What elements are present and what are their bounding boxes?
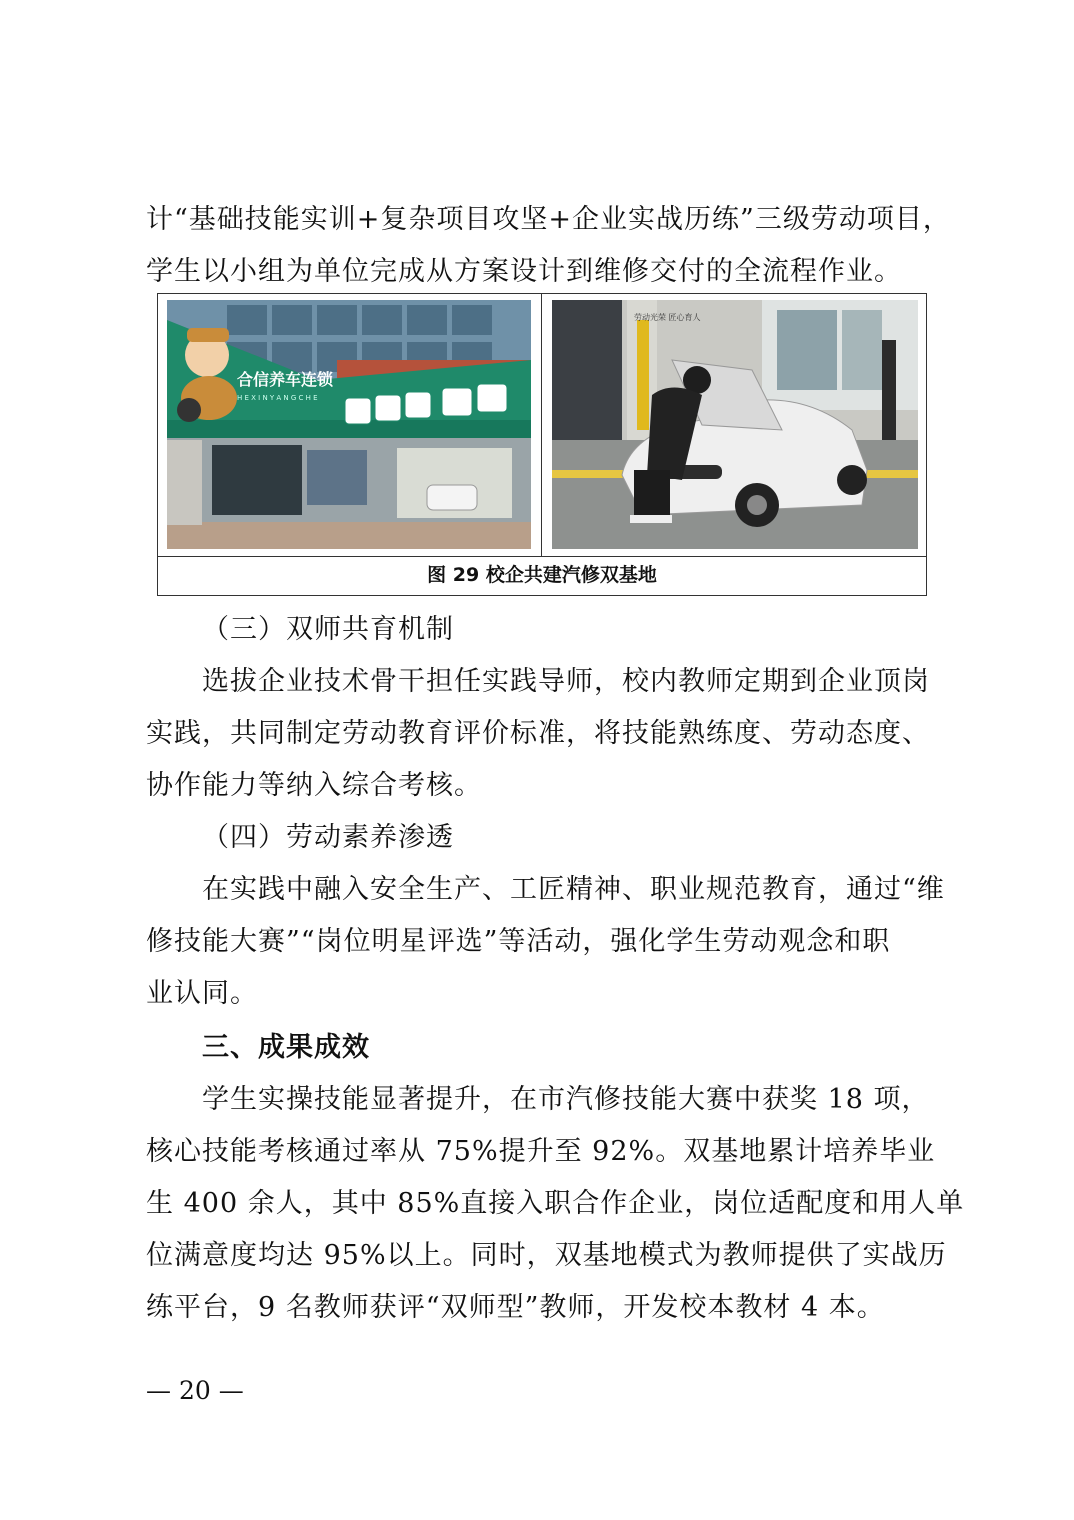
paragraph-line: 协作能力等纳入综合考核。 — [146, 770, 482, 801]
figure-29 — [157, 293, 927, 596]
paragraph-line: 实践，共同制定劳动教育评价标准，将技能熟练度、劳动态度、 — [146, 718, 930, 749]
caption-divider — [158, 556, 926, 557]
paragraph-line: 选拔企业技术骨干担任实践导师，校内教师定期到企业顶岗 — [202, 666, 930, 697]
paragraph-line: 练平台，9 名教师获评“双师型”教师，开发校本教材 4 本。 — [146, 1292, 885, 1323]
repair-photo — [552, 300, 918, 549]
figure-caption: 图 29 校企共建汽修双基地 — [427, 564, 657, 586]
paragraph-line: 生 400 余人，其中 85%直接入职合作企业，岗位适配度和用人单 — [146, 1188, 965, 1219]
section-heading: （三）双师共育机制 — [202, 614, 454, 645]
paragraph-line: 业认同。 — [146, 978, 258, 1009]
storefront-photo — [167, 300, 531, 549]
paragraph-line: 学生以小组为单位完成从方案设计到维修交付的全流程作业。 — [146, 256, 902, 287]
paragraph-line: 修技能大赛”“岗位明星评选”等活动，强化学生劳动观念和职 — [146, 926, 891, 957]
section-heading: 三、成果成效 — [202, 1032, 370, 1063]
paragraph-line: 计“基础技能实训+复杂项目攻坚+企业实战历练”三级劳动项目， — [146, 204, 951, 235]
paragraph-line: 学生实操技能显著提升，在市汽修技能大赛中获奖 18 项， — [202, 1084, 930, 1115]
paragraph-line: 在实践中融入安全生产、工匠精神、职业规范教育，通过“维 — [202, 874, 945, 905]
figure-divider — [541, 294, 542, 556]
page-number: — 20 — — [146, 1376, 244, 1405]
store-subsign: H E X I N Y A N G C H E — [237, 394, 318, 402]
wall-text: 劳动光荣 匠心育人 — [634, 313, 701, 322]
store-sign: 合信养车连锁 — [237, 370, 334, 389]
section-heading: （四）劳动素养渗透 — [202, 822, 454, 853]
paragraph-line: 核心技能考核通过率从 75%提升至 92%。双基地累计培养毕业 — [146, 1136, 936, 1167]
paragraph-line: 位满意度均达 95%以上。同时，双基地模式为教师提供了实战历 — [146, 1240, 947, 1271]
